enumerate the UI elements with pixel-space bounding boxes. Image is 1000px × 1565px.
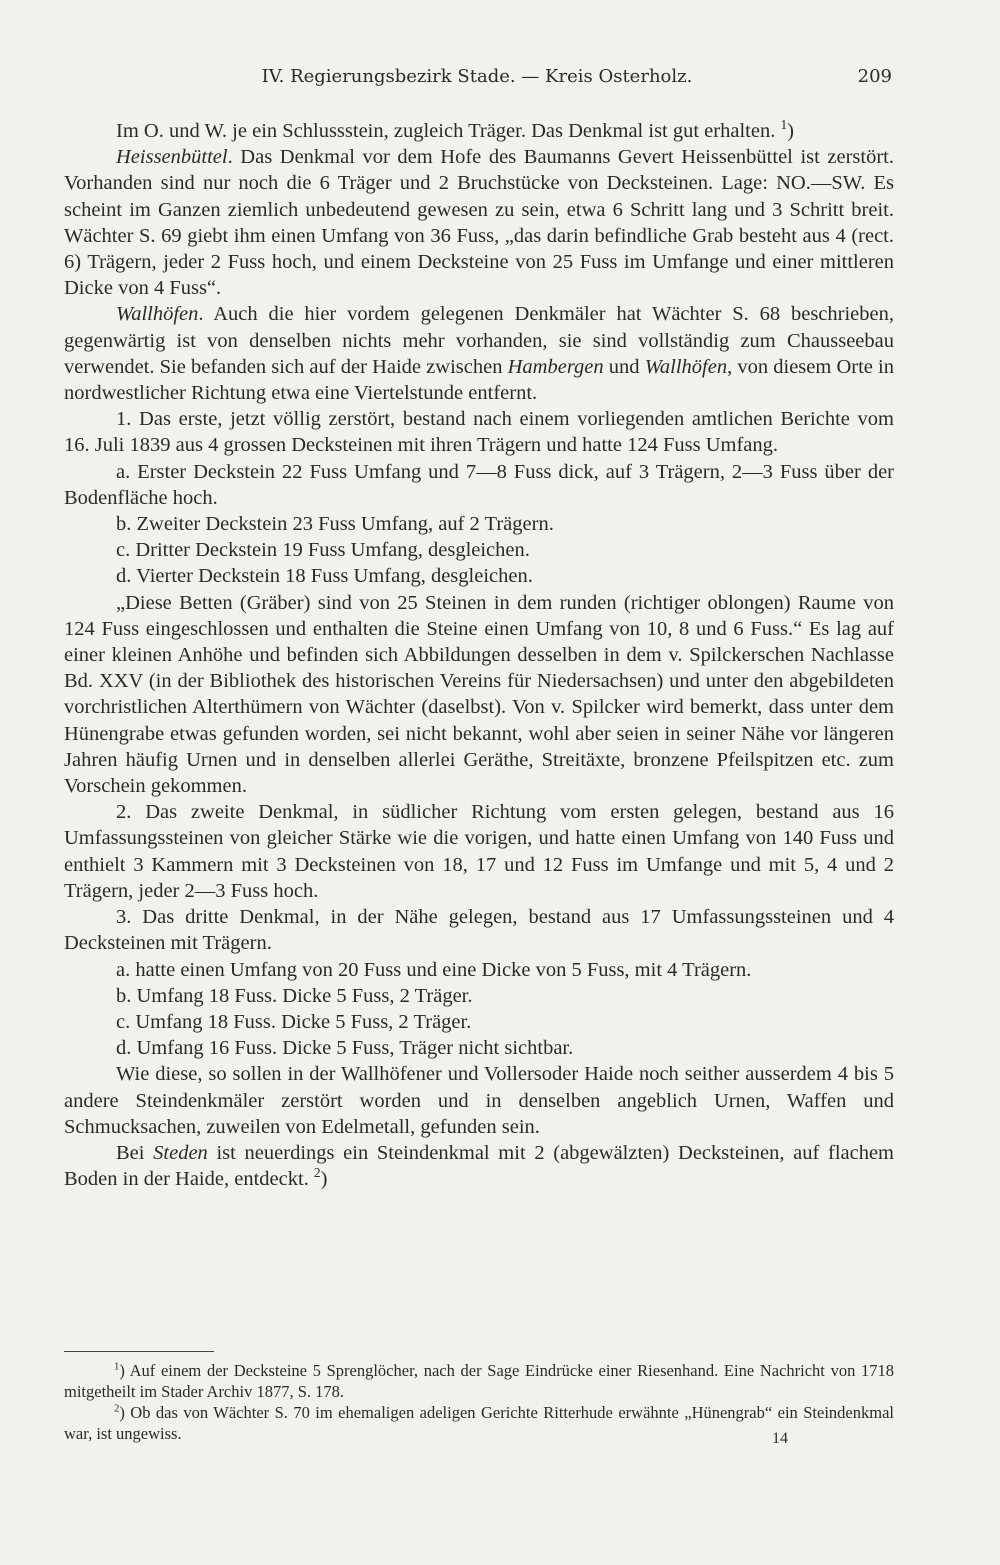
text-run: b. Zweiter Deckstein 23 Fuss Umfang, auf 2 Trägern.	[116, 513, 554, 536]
footnote-rule	[64, 1351, 214, 1352]
italic-term: Heissenbüttel	[116, 146, 228, 169]
italic-term: Hambergen	[507, 355, 604, 378]
paragraph	[64, 1140, 894, 1192]
footnotes	[64, 1360, 894, 1444]
text-run: Wie diese, so sollen in der Wallhöfener und Vollersoder Haide noch seither ausserdem 4 bis 5 andere Steindenkmäler zerstört worden und in denselben angeblich Urnen, Waffen und Schmucksachen, zuweilen von Edelmetall, gefunden sein.	[64, 1063, 894, 1138]
paragraph	[64, 144, 894, 301]
text-run: 3. Das dritte Denkmal, in der Nähe gelegen, bestand aus 17 Umfassungssteinen und 4 Decksteinen mit Trägern.	[64, 906, 894, 955]
running-title: IV. Regierungsbezirk Stade. — Kreis Osterholz.	[261, 66, 693, 87]
text-run: , von diesem Orte in nordwestlicher Richtung etwa eine Viertelstunde entfernt.	[64, 355, 894, 405]
footnote-marker: 1	[780, 117, 788, 133]
footnote-marker: 2	[114, 1402, 120, 1415]
text-run: c. Umfang 18 Fuss. Dicke 5 Fuss, 2 Träger.	[116, 1010, 472, 1033]
text-run: Bei	[116, 1141, 154, 1164]
paragraph	[64, 537, 894, 563]
footnote-marker: 2	[313, 1165, 321, 1181]
italic-term: Wallhöfen	[116, 303, 199, 326]
signature-mark: 14	[772, 1430, 788, 1447]
paragraph	[64, 406, 894, 458]
text-run: . Auch die hier vordem gelegenen Denkmäler hat Wächter S. 68 beschrieben, gegenwärtig ist von denselben nichts mehr vorhanden, sie sind vollständig zum Chausseebau verwendet. Sie befanden sich auf der Haide zwischen	[64, 303, 894, 378]
text-run: )	[787, 120, 794, 142]
text-run: b. Umfang 18 Fuss. Dicke 5 Fuss, 2 Träger.	[116, 984, 473, 1007]
paragraph	[64, 983, 894, 1009]
italic-term: Wallhöfen	[644, 355, 728, 378]
paragraph	[64, 1035, 894, 1061]
text-run: 2. Das zweite Denkmal, in südlicher Richtung vom ersten gelegen, bestand aus 16 Umfassungssteinen von gleicher Stärke wie die vorigen, und hatte einen Umfang von 140 Fuss und enthielt 3 Kammern mit 3 Decksteinen von 18, 17 und 12 Fuss im Umfange und mit 5, 4 und 2 Trägern, jeder 2—3 Fuss hoch.	[64, 801, 894, 902]
text-run: ) Ob das von Wächter S. 70 im ehemaligen adeligen Gerichte Ritterhude erwähnte „Hünengrab“ ein Steindenkmal war, ist ungewiss.	[64, 1403, 894, 1443]
text-run: ist neuerdings ein Steindenkmal mit 2 (abgewälzten) Decksteinen, auf flachem Boden in der Haide, entdeckt.	[64, 1141, 895, 1191]
text-run: ) Auf einem der Decksteine 5 Sprenglöcher, nach der Sage Eindrücke einer Riesenhand. Eine Nachricht von 1718 mitgetheilt im Stader Archiv 1877, S. 178.	[64, 1361, 894, 1401]
text-run: „Diese Betten (Gräber) sind von 25 Steinen in dem runden (richtiger oblongen) Raume von 124 Fuss eingeschlossen und enthalten die Steine einen Umfang von 10, 8 und 6 Fuss.“ Es lag auf einer kleinen Anhöhe und befinden sich Abbildungen desselben in dem v. Spilckerschen Nachlasse Bd. XXV (in der Bibliothek des historischen Vereins für Niedersachsen) und unter den abgebildeten vorchristlichen Alterthümern von Wächter (daselbst). Von v. Spilcker wird bemerkt, dass unter dem Hünengrabe etwas gefunden worden, sei nicht bekannt, wohl aber seien in seiner Nähe vor längeren Jahren häufig Urnen und in denselben allerlei Geräthe, Streitäxte, bronzene Pfeilspitzen etc. zum Vorschein gekommen.	[64, 591, 894, 798]
paragraph	[64, 957, 894, 983]
paragraph	[64, 301, 894, 406]
text-run: c. Dritter Deckstein 19 Fuss Umfang, desgleichen.	[116, 539, 530, 562]
text-run: a. hatte einen Umfang von 20 Fuss und eine Dicke von 5 Fuss, mit 4 Trägern.	[116, 958, 752, 981]
text-run: . Das Denkmal vor dem Hofe des Baumanns Gevert Heissenbüttel ist zerstört. Vorhanden sind nur noch die 6 Träger und 2 Bruchstücke von Decksteinen. Lage: NO.—SW. Es scheint im Ganzen ziemlich unbedeutend gewesen zu sein, etwa 6 Schritt lang und 3 Schritt breit. Wächter S. 69 giebt ihm einen Umfang von 36 Fuss, „das darin befindliche Grab besteht aus 4 (rect. 6) Trägern, jeder 2 Fuss hoch, und einem Decksteine von 25 Fuss im Umfange und einer mittleren Dicke von 4 Fuss“.	[64, 146, 894, 300]
paragraph	[64, 118, 894, 144]
footnote-marker: 1	[114, 1360, 120, 1373]
paragraph	[64, 459, 894, 511]
body-text	[64, 118, 894, 1192]
paragraph	[64, 1009, 894, 1035]
paragraph	[64, 511, 894, 537]
footnote	[64, 1402, 894, 1444]
running-header	[62, 62, 892, 92]
footnote	[64, 1360, 894, 1402]
text-run: d. Vierter Deckstein 18 Fuss Umfang, desgleichen.	[116, 565, 533, 588]
paragraph	[64, 590, 894, 800]
text-run: Im O. und W. je ein Schlussstein, zugleich Träger. Das Denkmal ist gut erhalten.	[116, 120, 781, 142]
italic-term: Steden	[153, 1141, 208, 1164]
page-number: 209	[857, 66, 892, 87]
text-run: und	[603, 355, 645, 378]
text-run: )	[320, 1168, 328, 1191]
paragraph	[64, 904, 894, 956]
text-run: a. Erster Deckstein 22 Fuss Umfang und 7—8 Fuss dick, auf 3 Trägern, 2—3 Fuss über der Bodenfläche hoch.	[64, 460, 894, 509]
paragraph	[64, 1061, 894, 1140]
text-run: 1. Das erste, jetzt völlig zerstört, bestand nach einem vorliegenden amtlichen Berichte vom 16. Juli 1839 aus 4 grossen Decksteinen mit ihren Trägern und hatte 124 Fuss Umfang.	[64, 408, 894, 457]
paragraph	[64, 799, 894, 904]
paragraph	[64, 563, 894, 589]
text-run: d. Umfang 16 Fuss. Dicke 5 Fuss, Träger nicht sichtbar.	[116, 1037, 574, 1060]
